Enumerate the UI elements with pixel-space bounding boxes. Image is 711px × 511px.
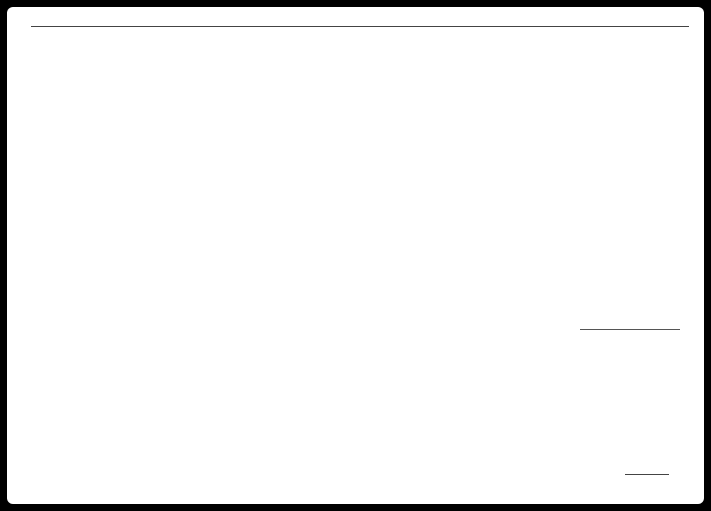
week-marker xyxy=(625,463,685,491)
day-rule xyxy=(580,329,680,330)
planner-page xyxy=(7,7,704,504)
week-rule xyxy=(625,474,669,475)
top-rule xyxy=(31,26,689,27)
spiral-binding xyxy=(7,235,704,275)
